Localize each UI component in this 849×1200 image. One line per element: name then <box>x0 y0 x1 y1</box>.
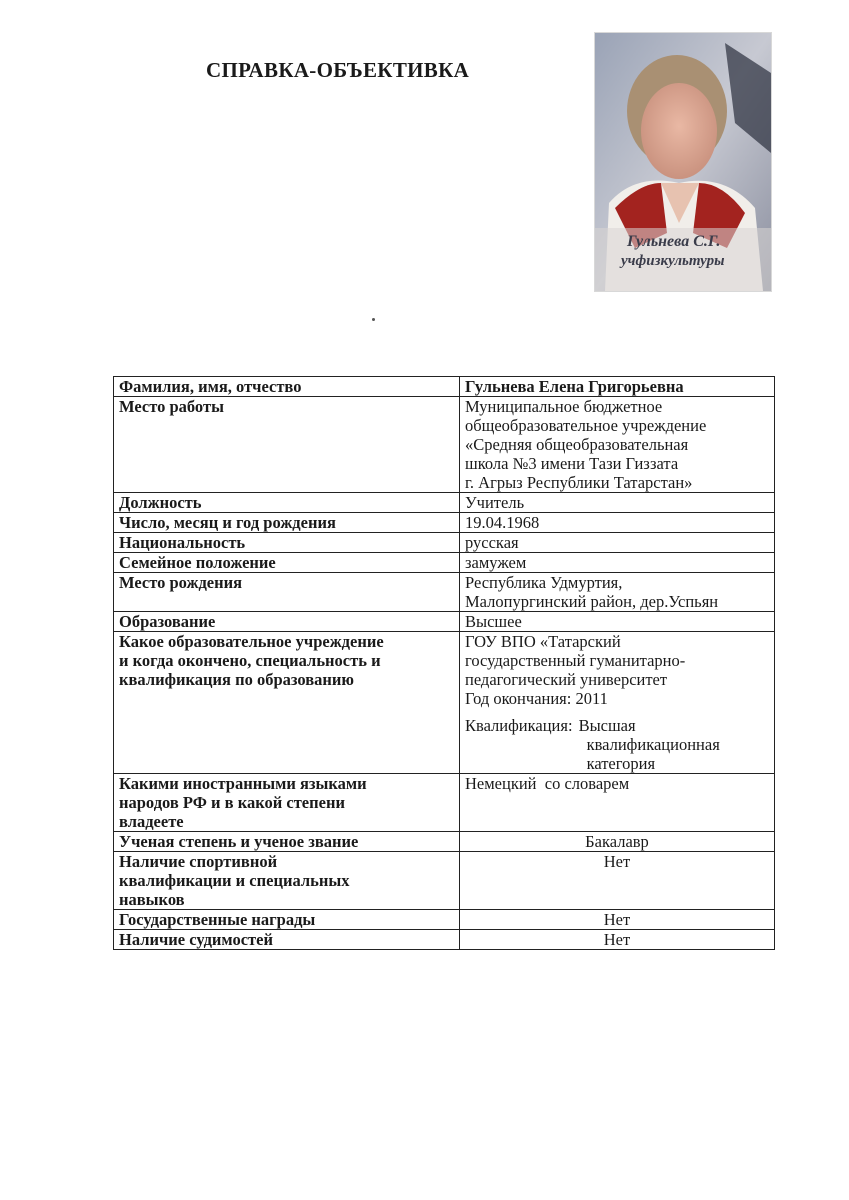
degree-value: Бакалавр <box>460 832 775 852</box>
institution-value <box>460 632 775 774</box>
table-row <box>114 553 775 573</box>
institution-line: Год окончания: 2011 <box>465 689 608 708</box>
education-value: Высшее <box>460 612 775 632</box>
birthplace-line: Республика Удмуртия, <box>465 573 623 592</box>
institution-label <box>114 632 460 774</box>
education-label: Образование <box>114 612 460 632</box>
sport-label <box>114 852 460 910</box>
institution-line: государственный гуманитарно- <box>465 651 686 670</box>
nationality-label: Национальность <box>114 533 460 553</box>
table-row <box>114 377 775 397</box>
sport-value: Нет <box>460 852 775 910</box>
degree-label: Ученая степень и ученое звание <box>114 832 460 852</box>
workplace-line: школа №3 имени Тази Гиззата <box>465 454 679 473</box>
qualification-label: Квалификация: <box>465 716 573 735</box>
languages-label-line: Какими иностранными языками <box>119 774 367 793</box>
portrait-photo <box>594 32 772 292</box>
table-row <box>114 852 775 910</box>
workplace-label: Место работы <box>114 397 460 493</box>
table-row <box>114 573 775 612</box>
birthplace-label: Место рождения <box>114 573 460 612</box>
fio-value: Гульнева Елена Григорьевна <box>460 377 775 397</box>
fio-label: Фамилия, имя, отчество <box>114 377 460 397</box>
scan-speck <box>372 318 375 321</box>
photo-caption-line2: учфизкультуры <box>621 253 725 269</box>
institution-line: ГОУ ВПО «Татарский <box>465 632 621 651</box>
sport-label-line: квалификации и специальных <box>119 871 350 890</box>
marital-label: Семейное положение <box>114 553 460 573</box>
languages-label-line: народов РФ и в какой степени <box>119 793 345 812</box>
institution-label-line: Какое образовательное учреждение <box>119 632 384 651</box>
birthdate-value: 19.04.1968 <box>460 513 775 533</box>
table-row <box>114 513 775 533</box>
qualification-line: квалификационная <box>586 735 720 754</box>
birthdate-label: Число, месяц и год рождения <box>114 513 460 533</box>
workplace-line: общеобразовательное учреждение <box>465 416 707 435</box>
institution-label-line: и когда окончено, специальность и <box>119 651 381 670</box>
photo-caption-line1: Гульнева С.Г. <box>627 233 721 250</box>
marital-value: замужем <box>460 553 775 573</box>
table-row <box>114 612 775 632</box>
birthplace-value <box>460 573 775 612</box>
qualification-line: Высшая <box>578 716 636 735</box>
nationality-value: русская <box>460 533 775 553</box>
table-row <box>114 493 775 513</box>
table-row <box>114 632 775 774</box>
qualification-value <box>579 716 720 773</box>
workplace-line: «Средняя общеобразовательная <box>465 435 689 454</box>
convictions-label: Наличие судимостей <box>114 930 460 950</box>
sport-label-line: навыков <box>119 890 185 909</box>
languages-value: Немецкий со словарем <box>460 774 775 832</box>
workplace-value <box>460 397 775 493</box>
table-row <box>114 910 775 930</box>
workplace-line: г. Агрыз Республики Татарстан» <box>465 473 693 492</box>
position-value: Учитель <box>460 493 775 513</box>
awards-value: Нет <box>460 910 775 930</box>
table-row <box>114 533 775 553</box>
position-label: Должность <box>114 493 460 513</box>
convictions-value: Нет <box>460 930 775 950</box>
table-row <box>114 930 775 950</box>
qualification-line: категория <box>586 754 656 773</box>
table-row <box>114 832 775 852</box>
languages-label <box>114 774 460 832</box>
institution-label-line: квалификация по образованию <box>119 670 355 689</box>
qualification <box>465 716 769 773</box>
workplace-line: Муниципальное бюджетное <box>465 397 663 416</box>
table-row <box>114 774 775 832</box>
languages-label-line: владеете <box>119 812 184 831</box>
sport-label-line: Наличие спортивной <box>119 852 278 871</box>
document-title: СПРАВКА-ОБЪЕКТИВКА <box>206 58 470 82</box>
table-row <box>114 397 775 493</box>
personal-info-table <box>113 376 775 950</box>
awards-label: Государственные награды <box>114 910 460 930</box>
birthplace-line: Малопургинский район, дер.Успьян <box>465 592 719 611</box>
institution-line: педагогический университет <box>465 670 668 689</box>
